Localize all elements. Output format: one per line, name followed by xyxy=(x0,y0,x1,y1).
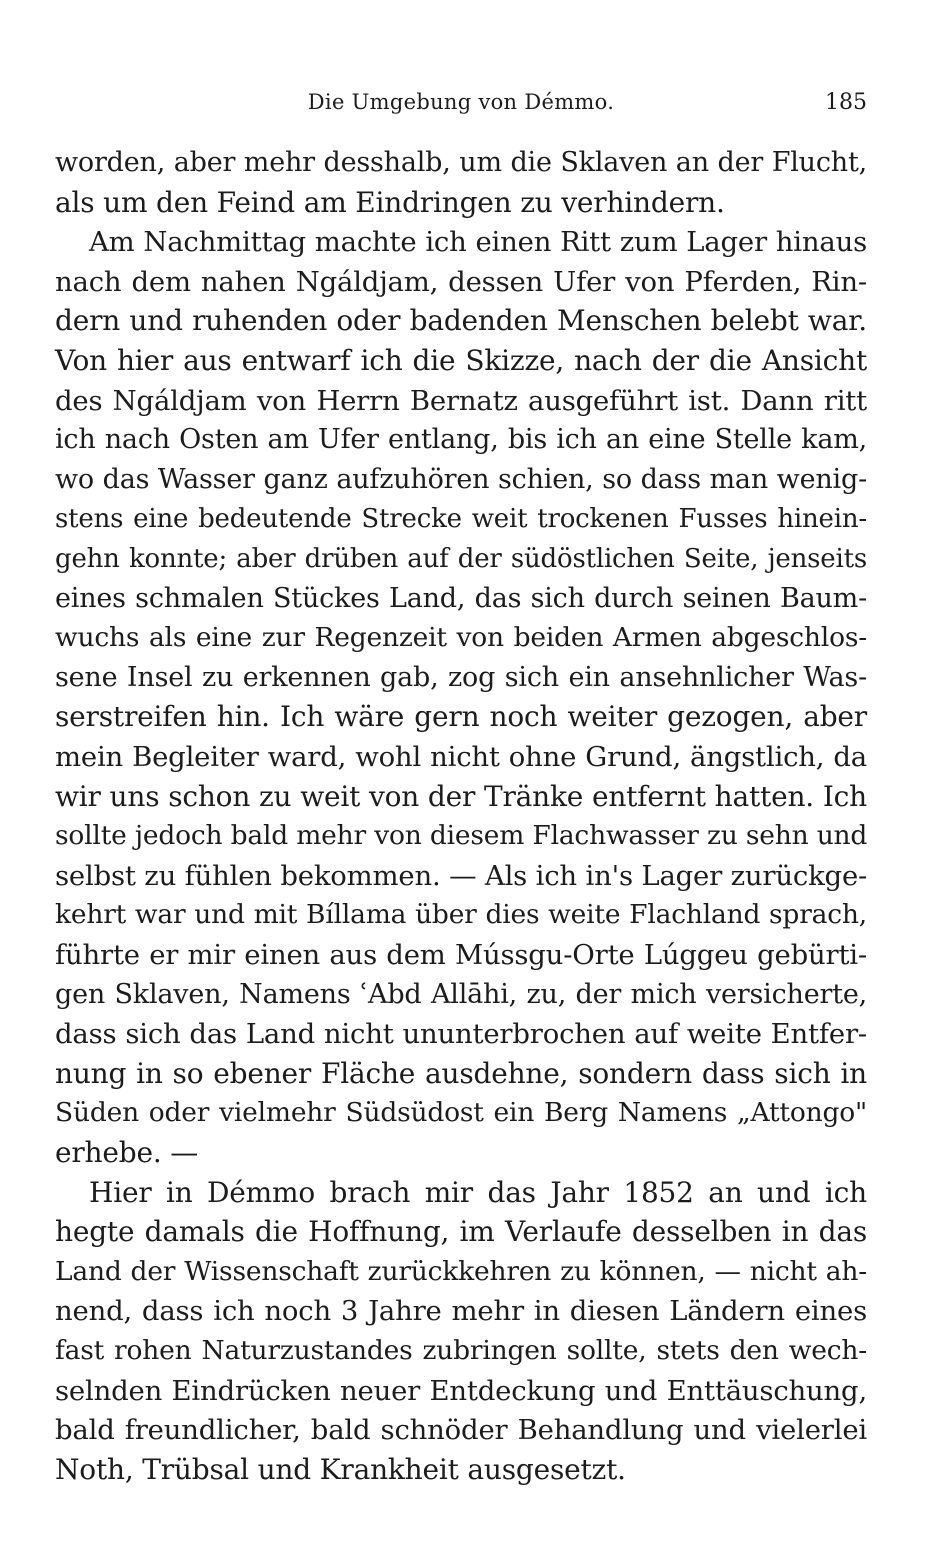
text-line: erhebe. — xyxy=(55,1136,199,1169)
text-line: als um den Feind am Eindringen zu verhindern. xyxy=(55,186,725,219)
running-title: Die Umgebung von Démmo. xyxy=(307,90,615,114)
text-line: führte er mir einen aus dem Mússgu-Orte Lúggeu gebürti- xyxy=(55,939,867,971)
text-line: ich nach Osten am Ufer entlang, bis ich an eine Stelle kam, xyxy=(55,424,867,455)
text-line: selbst zu fühlen bekommen. — Als ich in's Lager zurückge- xyxy=(55,860,868,892)
text-line: Von hier aus entwarf ich die Skizze, nach der die Ansicht xyxy=(55,344,867,377)
page-number: 185 xyxy=(825,90,867,115)
text-line: stens eine bedeutende Strecke weit trockenen Fusses hinein- xyxy=(55,504,867,534)
text-line: fast rohen Naturzustandes zubringen sollte, stets den wech- xyxy=(55,1335,867,1366)
text-line: serstreifen hin. Ich wäre gern noch weiter gezogen, aber xyxy=(55,700,867,733)
text-line: Land der Wissenschaft zurückkehren zu können, — nicht ah- xyxy=(55,1256,867,1287)
text-line: eines schmalen Stückes Land, das sich durch seinen Baum- xyxy=(55,583,867,614)
text-line: nend, dass ich noch 3 Jahre mehr in diesen Ländern eines xyxy=(55,1295,867,1327)
text-line: kehrt war und mit Bíllama über dies weite Flachland sprach, xyxy=(55,899,867,930)
text-line: des Ngáldjam von Herrn Bernatz ausgeführt ist. Dann ritt xyxy=(55,385,867,417)
text-line: selnden Eindrücken neuer Entdeckung und Enttäuschung, xyxy=(55,1375,867,1407)
text-line: dern und ruhenden oder badenden Menschen belebt war. xyxy=(55,304,867,337)
text-line: hegte damals die Hoffnung, im Verlaufe desselben in das xyxy=(55,1215,867,1248)
text-line: wir uns schon zu weit von der Tränke entfernt hatten. Ich xyxy=(55,780,867,813)
text-line: sene Insel zu erkennen gab, zog sich ein ansehnlicher Was- xyxy=(55,662,867,693)
text-line: wo das Wasser ganz aufzuhören schien, so dass man wenig- xyxy=(55,464,867,495)
text-line: gehn konnte; aber drüben auf der südöstlichen Seite, jenseits xyxy=(55,544,867,574)
text-line: nung in so ebener Fläche ausdehne, sondern dass sich in xyxy=(55,1057,867,1090)
text-line: Süden oder vielmehr Südsüdost ein Berg Namens „Attongo" xyxy=(55,1097,867,1128)
text-line: Noth, Trübsal und Krankheit ausgesetzt. xyxy=(55,1453,626,1486)
text-line: sollte jedoch bald mehr von diesem Flachwasser zu sehn und xyxy=(55,820,868,851)
running-head xyxy=(55,86,867,120)
text-line: mein Begleiter ward, wohl nicht ohne Grund, ängstlich, da xyxy=(55,741,867,773)
text-line: Hier in Démmo brach mir das Jahr 1852 an und ich xyxy=(89,1176,867,1209)
text-line: nach dem nahen Ngáldjam, dessen Ufer von Pferden, Rin- xyxy=(55,266,867,298)
text-line: wuchs als eine zur Regenzeit von beiden Armen abgeschlos- xyxy=(55,622,867,653)
text-line: bald freundlicher, bald schnöder Behandlung und vielerlei xyxy=(55,1414,867,1446)
text-line: gen Sklaven, Namens ʿAbd Allāhi, zu, der mich versicherte, xyxy=(55,979,867,1010)
text-line: Am Nachmittag machte ich einen Ritt zum Lager hinaus xyxy=(89,226,867,258)
text-line: dass sich das Land nicht ununterbrochen auf weite Entfer- xyxy=(55,1018,867,1050)
text-line: worden, aber mehr desshalb, um die Sklaven an der Flucht, xyxy=(55,147,867,178)
